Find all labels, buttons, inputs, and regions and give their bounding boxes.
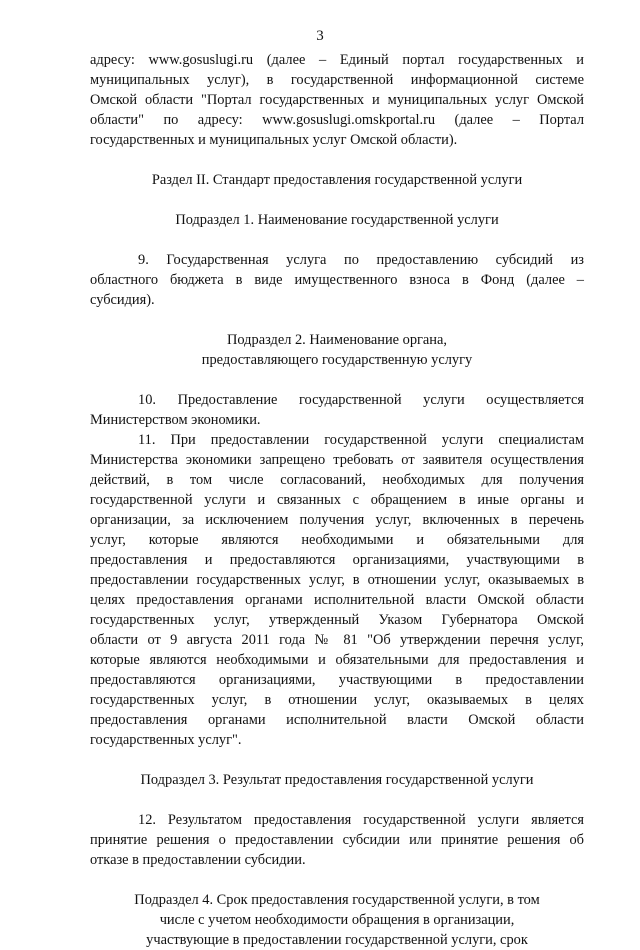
text-line: государственных услуг, в отношении услуг, оказываемых в целях bbox=[90, 692, 584, 708]
text-line: государственных услуг, утвержденный Указом Губернатора Омской bbox=[90, 612, 584, 628]
text-line: предоставления органами исполнительной власти Омской области bbox=[90, 712, 584, 728]
text-line: предоставляются организациями, участвующими в предоставлении bbox=[90, 672, 584, 688]
text-line: целях предоставления органами исполнительной власти Омской области bbox=[90, 592, 584, 608]
text-line: Министерства экономики запрещено требовать от заявителя осуществления bbox=[90, 452, 584, 468]
text-line: организации, за исключением получения услуг, включенных в перечень bbox=[90, 512, 584, 528]
text-line: государственных услуг". bbox=[90, 732, 242, 748]
subsection-4-heading bbox=[90, 890, 584, 950]
text-line: муниципальных услуг), в государственной информационной системе bbox=[90, 72, 584, 88]
heading-line: Подраздел 2. Наименование органа, bbox=[227, 332, 447, 348]
text-line: отказе в предоставлении субсидии. bbox=[90, 852, 306, 868]
document-body bbox=[90, 50, 584, 950]
page-number: 3 bbox=[316, 28, 324, 44]
text-line: области" по адресу: www.gosuslugi.omskportal.ru (далее – Портал bbox=[90, 112, 584, 128]
text-line: предоставления и предоставляются организациями, участвующими в bbox=[90, 552, 584, 568]
section-2-heading: Раздел II. Стандарт предоставления государственной услуги bbox=[151, 172, 523, 188]
heading-line: Подраздел 4. Срок предоставления государственной услуги, в том bbox=[134, 892, 540, 908]
text-line: субсидия). bbox=[90, 292, 155, 308]
text-line: областного бюджета в виде имущественного взноса в Фонд (далее – bbox=[90, 272, 584, 288]
text-line: 9. Государственная услуга по предоставлению субсидий из bbox=[138, 252, 584, 268]
text-line: 11. При предоставлении государственной услуги специалистам bbox=[138, 432, 584, 448]
text-line: адресу: www.gosuslugi.ru (далее – Единый портал государственных и bbox=[90, 52, 584, 68]
text-line: Министерством экономики. bbox=[90, 412, 261, 428]
heading-line: участвующие в предоставлении государственной услуги, срок bbox=[146, 932, 528, 948]
subsection-3-heading: Подраздел 3. Результат предоставления государственной услуги bbox=[140, 772, 534, 788]
paragraph-9 bbox=[90, 250, 584, 310]
text-line: Омской области "Портал государственных и муниципальных услуг Омской bbox=[90, 92, 584, 108]
text-line: действий, в том числе согласований, необходимых для получения bbox=[90, 472, 584, 488]
heading-line: числе с учетом необходимости обращения в организации, bbox=[159, 912, 515, 928]
paragraph-11 bbox=[90, 430, 584, 750]
text-line: государственной услуги и связанных с обращением в иные органы и bbox=[90, 492, 584, 508]
text-line: 10. Предоставление государственной услуги осуществляется bbox=[138, 392, 584, 408]
text-line: услуг, которые являются необходимыми и обязательными для bbox=[90, 532, 584, 548]
subsection-1-heading: Подраздел 1. Наименование государственной услуги bbox=[175, 212, 499, 228]
text-line: области от 9 августа 2011 года № 81 "Об утверждении перечня услуг, bbox=[90, 632, 584, 648]
text-line: государственных и муниципальных услуг Омской области). bbox=[90, 132, 458, 148]
text-line: которые являются необходимыми и обязательными для предоставления и bbox=[90, 652, 584, 668]
paragraph-10 bbox=[90, 390, 584, 430]
heading-line: предоставляющего государственную услугу bbox=[201, 352, 473, 368]
text-line: 12. Результатом предоставления государственной услуги является bbox=[138, 812, 584, 828]
paragraph-intro bbox=[90, 50, 584, 150]
text-line: предоставлении государственных услуг, в отношении услуг, оказываемых в bbox=[90, 572, 584, 588]
text-line: принятие решения о предоставлении субсидии или принятие решения об bbox=[90, 832, 584, 848]
subsection-2-heading bbox=[90, 330, 584, 370]
paragraph-12 bbox=[90, 810, 584, 870]
